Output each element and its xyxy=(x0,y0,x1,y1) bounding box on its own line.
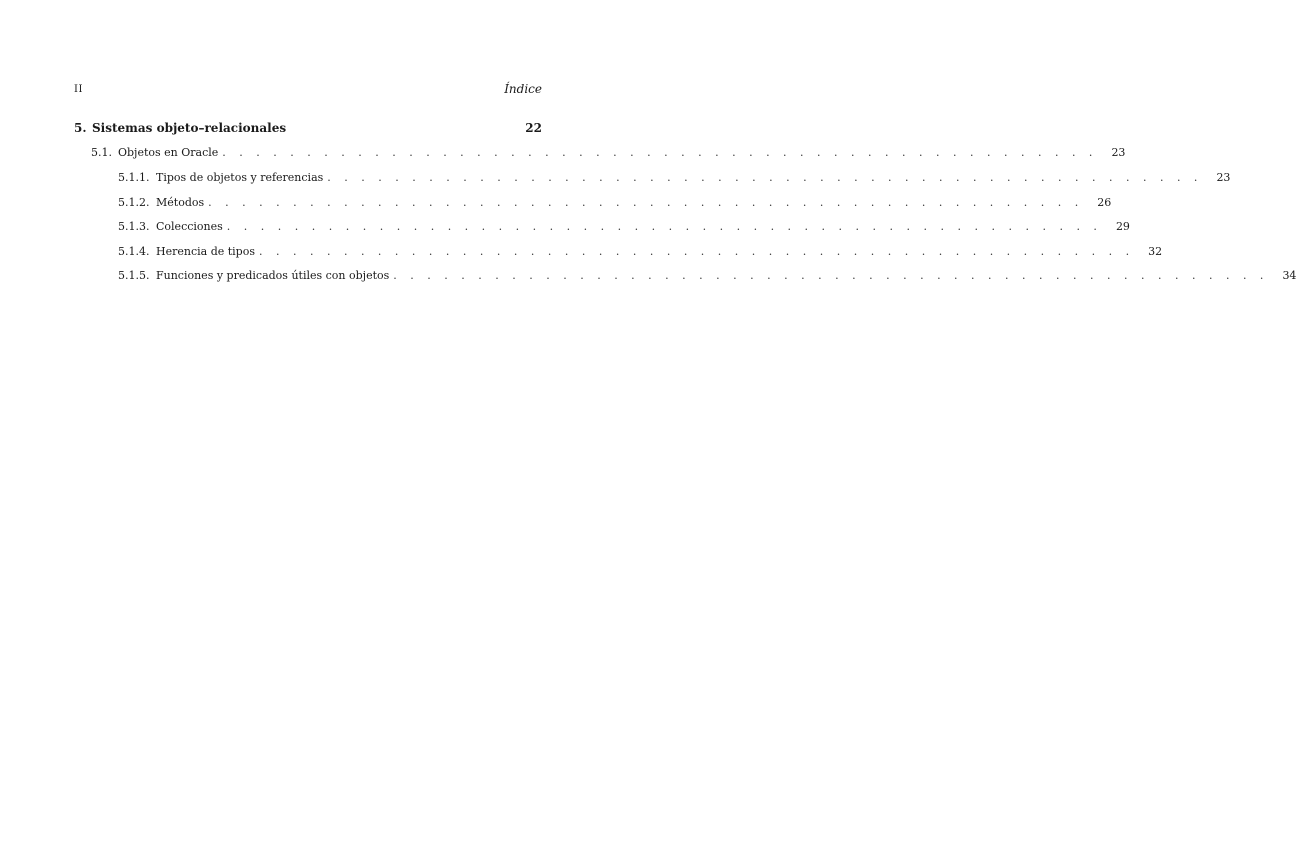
toc-subsection-entry[interactable] xyxy=(74,269,1296,294)
toc-subsection-title: Herencia de tipos xyxy=(156,244,255,258)
toc-dot-leader: . . . . . . . . . . . . . . . . . . . . . . . . . . . . . . . . . . . . . . . . . . . . . . . . . . . . xyxy=(327,171,1203,184)
toc-dot-leader: . . . . . . . . . . . . . . . . . . . . . . . . . . . . . . . . . . . . . . . . . . . . . . . . . . . . xyxy=(393,269,1269,282)
toc-chapter-entry[interactable] xyxy=(74,121,542,144)
toc-subsection-number: 5.1.2. xyxy=(118,195,150,209)
toc-subsection-page: 23 xyxy=(1216,171,1231,184)
toc-chapter-title: Sistemas objeto–relacionales xyxy=(92,121,287,135)
toc-subsection-page: 29 xyxy=(1115,220,1130,233)
toc-dot-leader: . . . . . . . . . . . . . . . . . . . . . . . . . . . . . . . . . . . . . . . . . . . . . . . . . . . . xyxy=(222,146,1098,159)
page-header xyxy=(74,82,542,98)
toc-subsection-page: 32 xyxy=(1148,244,1163,258)
toc-subsection-entry[interactable] xyxy=(74,244,1163,270)
toc-subsection-page: 34 xyxy=(1282,269,1296,282)
toc-subsection-title: Funciones y predicados útiles con objetos xyxy=(156,269,390,282)
toc-chapter-page: 22 xyxy=(525,121,542,135)
toc-subsection-number: 5.1.4. xyxy=(118,244,150,258)
toc-subsection-entry[interactable] xyxy=(74,171,1231,196)
toc-chapter-number: 5. xyxy=(74,121,87,135)
toc-subsection-entry[interactable] xyxy=(74,220,1130,245)
toc-subsection-number: 5.1.3. xyxy=(118,220,150,233)
toc-section-title: Objetos en Oracle xyxy=(118,146,219,159)
toc-section-page: 23 xyxy=(1111,146,1126,159)
toc-subsection-title: Tipos de objetos y referencias xyxy=(156,171,324,184)
toc-subsection-number: 5.1.5. xyxy=(118,269,150,282)
toc-dot-leader: . . . . . . . . . . . . . . . . . . . . . . . . . . . . . . . . . . . . . . . . . . . . . . . . . . . . xyxy=(208,195,1084,209)
toc-subsection-entry[interactable] xyxy=(74,195,1112,221)
toc-subsection-number: 5.1.1. xyxy=(118,171,150,184)
running-title: Índice xyxy=(504,82,542,96)
table-of-contents xyxy=(74,121,1296,294)
toc-section-number: 5.1. xyxy=(91,146,112,159)
page-number: II xyxy=(74,84,83,95)
toc-subsection-title: Métodos xyxy=(156,195,205,209)
toc-subsection-title: Colecciones xyxy=(156,220,223,233)
toc-subsection-page: 26 xyxy=(1097,195,1112,209)
toc-dot-leader: . . . . . . . . . . . . . . . . . . . . . . . . . . . . . . . . . . . . . . . . . . . . . . . . . . . . xyxy=(226,220,1102,233)
toc-dot-leader: . . . . . . . . . . . . . . . . . . . . . . . . . . . . . . . . . . . . . . . . . . . . . . . . . . . . xyxy=(258,244,1135,258)
toc-section-entry[interactable] xyxy=(74,146,1126,171)
